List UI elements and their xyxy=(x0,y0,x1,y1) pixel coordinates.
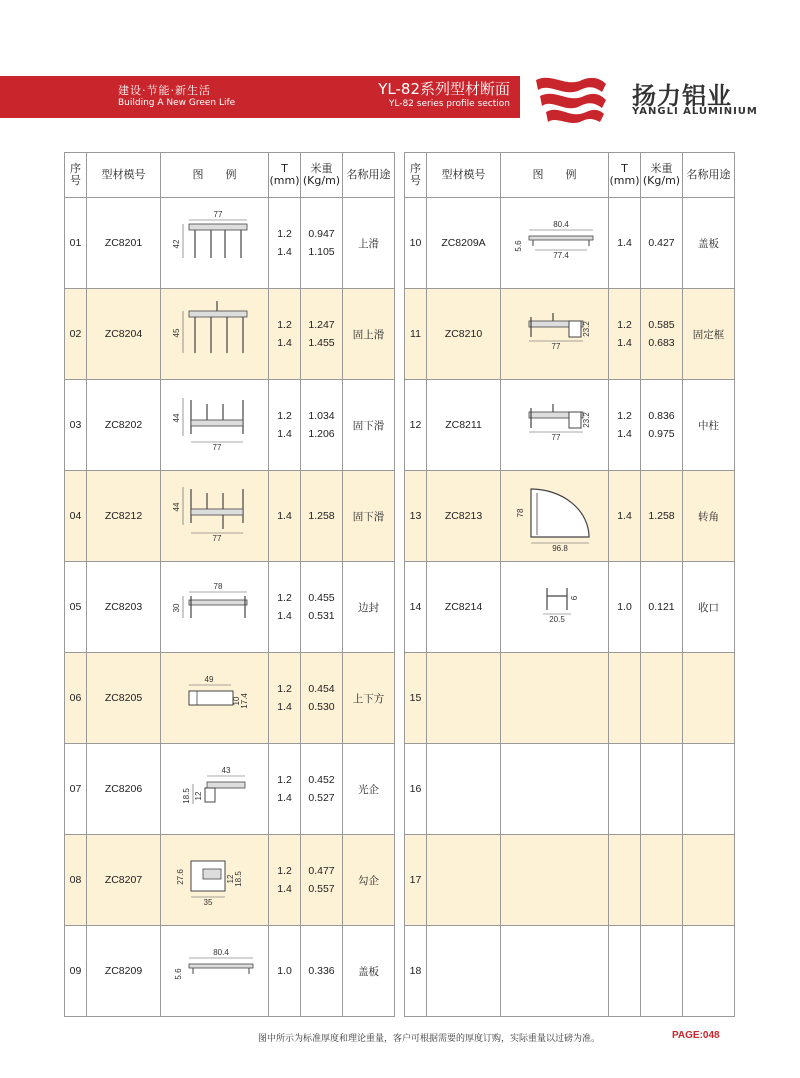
svg-text:18.5: 18.5 xyxy=(181,788,191,804)
model-number: ZC8207 xyxy=(87,835,161,926)
profile-figure xyxy=(161,562,269,653)
header-no: 序 号 xyxy=(65,153,87,198)
row-number: 03 xyxy=(65,380,87,471)
svg-text:77: 77 xyxy=(212,443,221,452)
table-row xyxy=(405,471,735,562)
thickness-values: 1.2 1.4 xyxy=(609,380,641,471)
row-number: 16 xyxy=(405,744,427,835)
profile-figure xyxy=(501,835,609,926)
model-number: ZC8203 xyxy=(87,562,161,653)
row-number: 18 xyxy=(405,926,427,1017)
usage-name: 收口 xyxy=(683,562,735,653)
table-row xyxy=(65,198,395,289)
profile-section-drawing xyxy=(167,388,263,462)
weight-values: 0.477 0.557 xyxy=(301,835,343,926)
row-number: 06 xyxy=(65,653,87,744)
table-row xyxy=(405,380,735,471)
profile-section-drawing xyxy=(167,570,263,644)
profile-section-drawing xyxy=(507,297,603,371)
usage-name: 固下滑 xyxy=(343,471,395,562)
header-no: 序 号 xyxy=(405,153,427,198)
usage-name: 勾企 xyxy=(343,835,395,926)
table-row xyxy=(405,562,735,653)
footer-note: 图中所示为标准厚度和理论重量，客户可根据需要的厚度订购，实际重量以过磅为准。 xyxy=(258,1034,601,1044)
slogan-en: Building A New Green Life xyxy=(118,98,236,108)
model-number: ZC8209A xyxy=(427,198,501,289)
usage-name: 固上滑 xyxy=(343,289,395,380)
svg-text:77: 77 xyxy=(213,210,222,219)
profile-table-left xyxy=(64,152,395,1017)
weight-values xyxy=(641,653,683,744)
yangli-logo-icon xyxy=(532,74,610,126)
thickness-values: 1.2 1.4 xyxy=(269,289,301,380)
model-number xyxy=(427,926,501,1017)
profile-section-drawing xyxy=(507,570,603,644)
model-number: ZC8211 xyxy=(427,380,501,471)
table-row xyxy=(65,744,395,835)
profile-section-drawing xyxy=(507,388,603,462)
header-thickness: T (mm) xyxy=(269,153,301,198)
weight-values xyxy=(641,744,683,835)
row-number: 10 xyxy=(405,198,427,289)
header-weight: 米重 (Kg/m) xyxy=(301,153,343,198)
usage-name: 转角 xyxy=(683,471,735,562)
weight-values xyxy=(641,926,683,1017)
row-number: 09 xyxy=(65,926,87,1017)
row-number: 13 xyxy=(405,471,427,562)
profile-figure xyxy=(501,380,609,471)
svg-text:42: 42 xyxy=(171,239,181,249)
profile-figure xyxy=(501,562,609,653)
profile-figure xyxy=(161,289,269,380)
profile-figure xyxy=(161,744,269,835)
row-number: 17 xyxy=(405,835,427,926)
svg-text:77: 77 xyxy=(551,342,560,351)
profile-figure xyxy=(161,926,269,1017)
header-use: 名称用途 xyxy=(683,153,735,198)
svg-text:45: 45 xyxy=(171,328,181,338)
model-number: ZC8214 xyxy=(427,562,501,653)
weight-values: 0.336 xyxy=(301,926,343,1017)
usage-name: 固下滑 xyxy=(343,380,395,471)
row-number: 11 xyxy=(405,289,427,380)
profile-figure xyxy=(161,471,269,562)
usage-name xyxy=(683,653,735,744)
weight-values: 0.585 0.683 xyxy=(641,289,683,380)
model-number: ZC8209 xyxy=(87,926,161,1017)
weight-values xyxy=(641,835,683,926)
model-number: ZC8202 xyxy=(87,380,161,471)
table-row xyxy=(405,289,735,380)
svg-text:12: 12 xyxy=(193,791,203,801)
table-row xyxy=(65,835,395,926)
weight-values: 1.247 1.455 xyxy=(301,289,343,380)
logo-text-cn: 扬力铝业 xyxy=(632,82,732,110)
profile-section-drawing xyxy=(507,206,603,280)
profile-figure xyxy=(161,198,269,289)
table-header-row xyxy=(405,153,735,198)
usage-name: 光企 xyxy=(343,744,395,835)
profile-figure xyxy=(501,471,609,562)
table-row xyxy=(65,471,395,562)
weight-values: 0.836 0.975 xyxy=(641,380,683,471)
table-header-row xyxy=(65,153,395,198)
profile-figure xyxy=(161,653,269,744)
svg-text:30: 30 xyxy=(171,603,181,613)
row-number: 02 xyxy=(65,289,87,380)
profile-section-drawing xyxy=(167,297,263,371)
thickness-values xyxy=(609,926,641,1017)
table-row xyxy=(405,653,735,744)
svg-text:17.4: 17.4 xyxy=(239,693,249,709)
svg-text:80.4: 80.4 xyxy=(552,220,569,229)
usage-name: 边封 xyxy=(343,562,395,653)
model-number: ZC8210 xyxy=(427,289,501,380)
svg-text:23.2: 23.2 xyxy=(581,321,591,337)
svg-text:77.4: 77.4 xyxy=(552,251,569,260)
svg-text:96.8: 96.8 xyxy=(551,544,568,553)
weight-values: 1.258 xyxy=(641,471,683,562)
thickness-values: 1.2 1.4 xyxy=(269,562,301,653)
table-row xyxy=(65,562,395,653)
profile-figure xyxy=(501,198,609,289)
model-number: ZC8204 xyxy=(87,289,161,380)
row-number: 14 xyxy=(405,562,427,653)
weight-values: 0.427 xyxy=(641,198,683,289)
table-row xyxy=(65,380,395,471)
svg-text:77: 77 xyxy=(212,534,221,543)
model-number xyxy=(427,653,501,744)
thickness-values xyxy=(609,744,641,835)
header-model: 型材模号 xyxy=(87,153,161,198)
row-number: 07 xyxy=(65,744,87,835)
model-number: ZC8213 xyxy=(427,471,501,562)
profile-figure xyxy=(501,744,609,835)
svg-text:5.6: 5.6 xyxy=(513,240,523,252)
usage-name xyxy=(683,744,735,835)
logo-text-en: YANGLI ALUMINIUM xyxy=(632,106,758,117)
table-row xyxy=(65,289,395,380)
row-number: 04 xyxy=(65,471,87,562)
svg-text:18.5: 18.5 xyxy=(233,871,243,887)
page-title: YL-82系列型材断面 xyxy=(378,80,510,98)
thickness-values: 1.2 1.4 xyxy=(269,744,301,835)
table-row xyxy=(405,926,735,1017)
thickness-values: 1.4 xyxy=(269,471,301,562)
model-number: ZC8212 xyxy=(87,471,161,562)
page-subtitle: YL-82 series profile section xyxy=(388,99,510,109)
svg-text:49: 49 xyxy=(204,675,213,684)
usage-name xyxy=(683,926,735,1017)
thickness-values: 1.2 1.4 xyxy=(269,835,301,926)
usage-name: 上滑 xyxy=(343,198,395,289)
svg-text:6: 6 xyxy=(569,595,579,601)
svg-text:35: 35 xyxy=(203,898,212,907)
header-thickness: T (mm) xyxy=(609,153,641,198)
thickness-values: 1.0 xyxy=(609,562,641,653)
header-use: 名称用途 xyxy=(343,153,395,198)
header-model: 型材模号 xyxy=(427,153,501,198)
table-row xyxy=(405,198,735,289)
usage-name: 盖板 xyxy=(343,926,395,1017)
profile-section-drawing xyxy=(167,934,263,1008)
weight-values: 0.454 0.530 xyxy=(301,653,343,744)
thickness-values xyxy=(609,653,641,744)
thickness-values: 1.4 xyxy=(609,198,641,289)
weight-values: 0.947 1.105 xyxy=(301,198,343,289)
profile-figure xyxy=(501,289,609,380)
weight-values: 1.258 xyxy=(301,471,343,562)
weight-values: 0.452 0.527 xyxy=(301,744,343,835)
header-figure: 图 例 xyxy=(161,153,269,198)
svg-text:44: 44 xyxy=(171,413,181,423)
svg-text:12: 12 xyxy=(225,874,235,884)
profile-section-drawing xyxy=(167,206,263,280)
thickness-values: 1.0 xyxy=(269,926,301,1017)
header-figure: 图 例 xyxy=(501,153,609,198)
weight-values: 0.455 0.531 xyxy=(301,562,343,653)
row-number: 15 xyxy=(405,653,427,744)
profile-figure xyxy=(501,926,609,1017)
svg-text:44: 44 xyxy=(171,502,181,512)
model-number: ZC8201 xyxy=(87,198,161,289)
row-number: 05 xyxy=(65,562,87,653)
svg-text:43: 43 xyxy=(221,766,230,775)
model-number: ZC8205 xyxy=(87,653,161,744)
svg-text:23.2: 23.2 xyxy=(581,412,591,428)
profile-figure xyxy=(501,653,609,744)
row-number: 08 xyxy=(65,835,87,926)
svg-text:78: 78 xyxy=(515,508,525,518)
row-number: 12 xyxy=(405,380,427,471)
profile-section-drawing xyxy=(167,479,263,553)
usage-name: 上下方 xyxy=(343,653,395,744)
svg-text:77: 77 xyxy=(551,433,560,442)
page-number: PAGE:048 xyxy=(672,1030,720,1041)
table-row xyxy=(65,926,395,1017)
usage-name: 固定框 xyxy=(683,289,735,380)
usage-name: 中柱 xyxy=(683,380,735,471)
svg-text:27.6: 27.6 xyxy=(175,869,185,885)
header-weight: 米重 (Kg/m) xyxy=(641,153,683,198)
profile-table-right xyxy=(404,152,735,1017)
weight-values: 0.121 xyxy=(641,562,683,653)
weight-values: 1.034 1.206 xyxy=(301,380,343,471)
thickness-values: 1.4 xyxy=(609,471,641,562)
thickness-values: 1.2 1.4 xyxy=(269,198,301,289)
slogan-cn: 建设·节能·新生活 xyxy=(118,84,211,97)
svg-text:20.5: 20.5 xyxy=(548,615,565,624)
table-row xyxy=(65,653,395,744)
profile-figure xyxy=(161,380,269,471)
thickness-values xyxy=(609,835,641,926)
usage-name xyxy=(683,835,735,926)
model-number: ZC8206 xyxy=(87,744,161,835)
svg-text:10: 10 xyxy=(231,696,241,706)
table-row xyxy=(405,744,735,835)
model-number xyxy=(427,744,501,835)
profile-section-drawing xyxy=(167,843,263,917)
svg-text:78: 78 xyxy=(213,582,222,591)
profile-figure xyxy=(161,835,269,926)
usage-name: 盖板 xyxy=(683,198,735,289)
table-row xyxy=(405,835,735,926)
profile-section-drawing xyxy=(167,752,263,826)
svg-text:80.4: 80.4 xyxy=(212,948,229,957)
thickness-values: 1.2 1.4 xyxy=(269,653,301,744)
profile-section-drawing xyxy=(507,479,603,553)
thickness-values: 1.2 1.4 xyxy=(609,289,641,380)
profile-section-drawing xyxy=(167,661,263,735)
thickness-values: 1.2 1.4 xyxy=(269,380,301,471)
svg-text:5.6: 5.6 xyxy=(173,968,183,980)
model-number xyxy=(427,835,501,926)
row-number: 01 xyxy=(65,198,87,289)
